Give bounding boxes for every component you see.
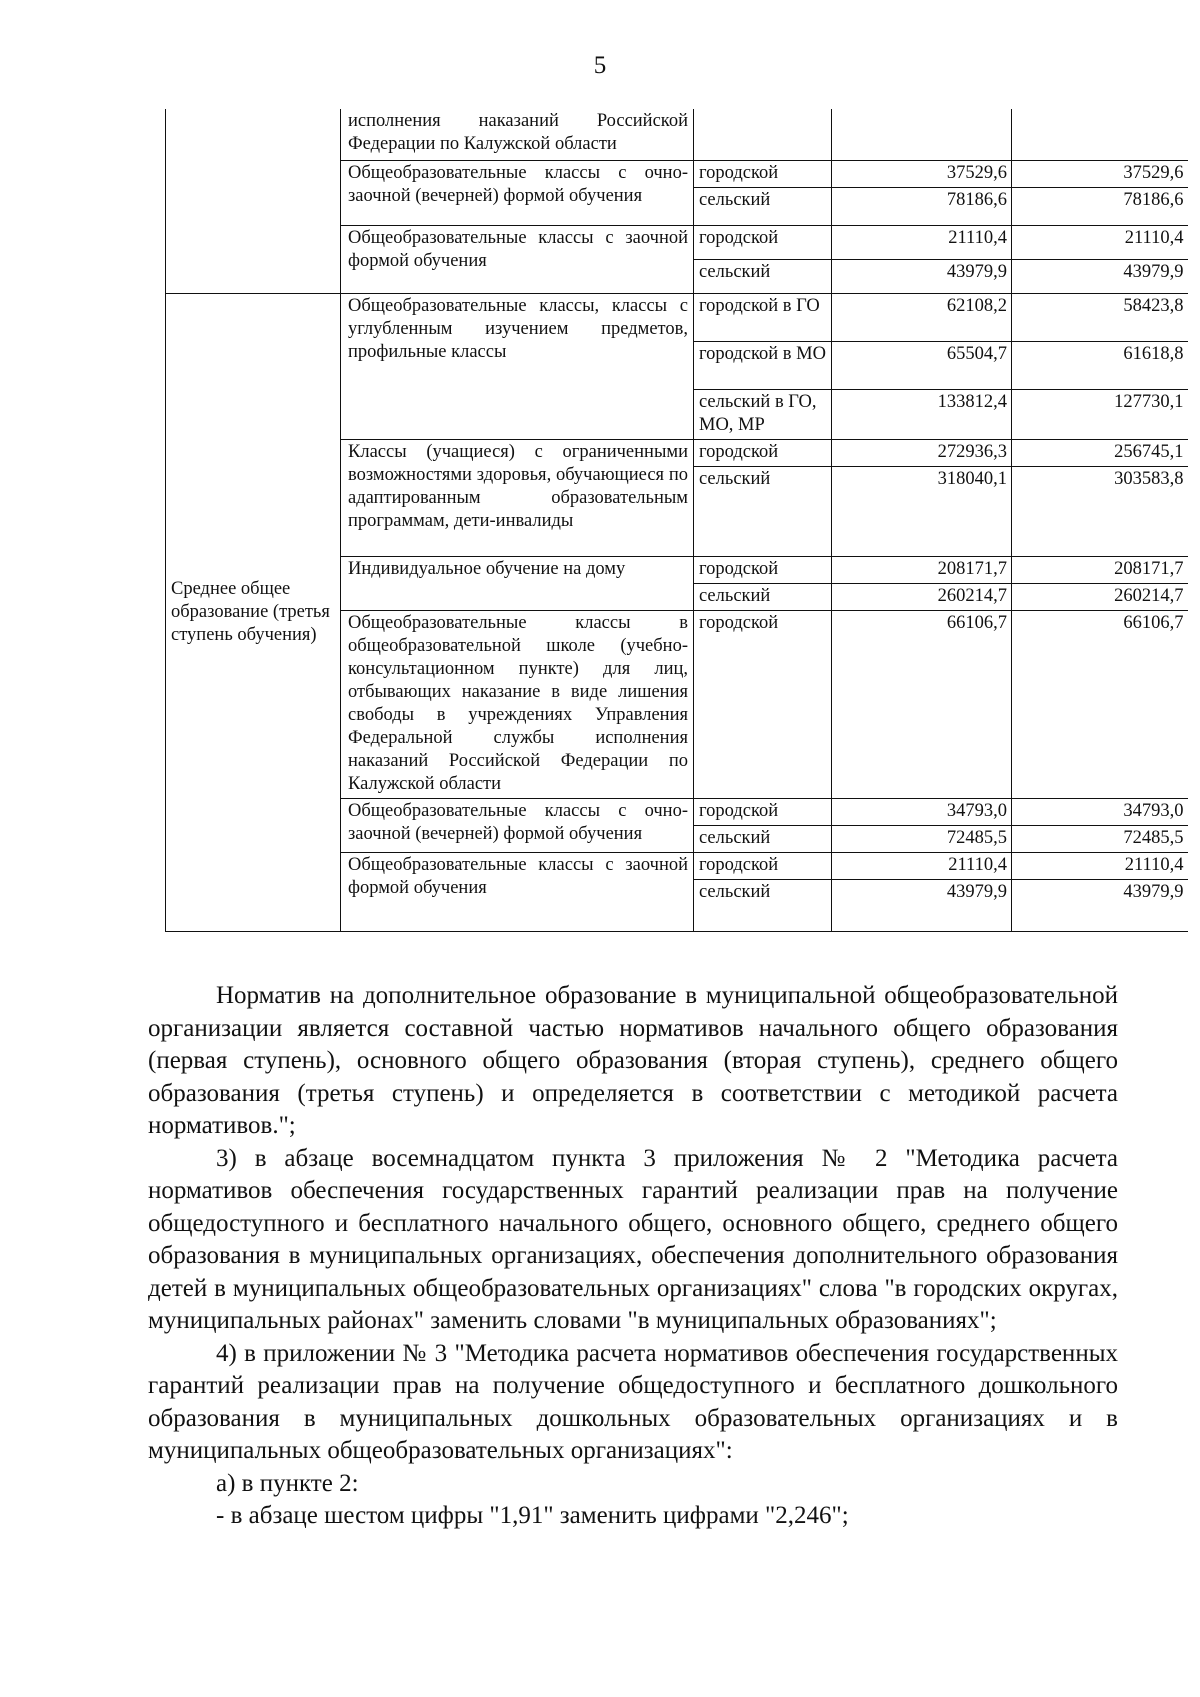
area-cell: городской — [694, 226, 832, 260]
value-cell: 37529,6 — [832, 161, 1012, 188]
paragraph: - в абзаце шестом цифры "1,91" заменить цифрами "2,246"; — [216, 1502, 849, 1529]
value-cell: 208171,7 — [1012, 557, 1188, 584]
value-cell: 78186,6 — [832, 188, 1012, 226]
value-cell: 43979,9 — [832, 260, 1012, 294]
value-cell: 66106,7 — [1012, 611, 1188, 799]
table-row — [166, 109, 1188, 161]
class-cell: Классы (учащиеся) с ограниченными возможностями здоровья, обучающиеся по адаптированным образовательным программам, дети-инвалиды — [341, 440, 694, 557]
area-cell — [694, 109, 832, 161]
area-cell: сельский в ГО, МО, МР — [694, 390, 832, 440]
value-cell: 72485,5 — [832, 826, 1012, 853]
value-cell: 260214,7 — [832, 584, 1012, 611]
class-cell: Общеобразовательные классы с очно-заочной (вечерней) формой обучения — [341, 161, 694, 226]
class-cell: Общеобразовательные классы, классы с углубленным изучением предметов, профильные классы — [341, 294, 694, 440]
area-cell: городской — [694, 853, 832, 880]
value-cell: 21110,4 — [832, 853, 1012, 880]
value-cell: 272936,3 — [832, 440, 1012, 467]
class-cell: Общеобразовательные классы с очно-заочной (вечерней) формой обучения — [341, 799, 694, 853]
area-cell: городской — [694, 611, 832, 799]
value-cell: 21110,4 — [1012, 853, 1188, 880]
value-cell: 37529,6 — [1012, 161, 1188, 188]
area-cell: сельский — [694, 584, 832, 611]
value-cell: 318040,1 — [832, 467, 1012, 557]
value-cell: 127730,1 — [1012, 390, 1188, 440]
area-cell: городской — [694, 161, 832, 188]
paragraph: а) в пункте 2: — [216, 1469, 359, 1497]
value-cell: 34793,0 — [832, 799, 1012, 826]
area-cell: сельский — [694, 188, 832, 226]
area-cell: сельский — [694, 260, 832, 294]
class-cell: исполнения наказаний Российской Федерации по Калужской области — [341, 109, 694, 161]
value-cell: 78186,6 — [1012, 188, 1188, 226]
value-cell: 260214,7 — [1012, 584, 1188, 611]
page-number: 5 — [593, 52, 607, 79]
value-cell: 65504,7 — [832, 342, 1012, 390]
value-cell: 133812,4 — [832, 390, 1012, 440]
area-cell: городской в ГО — [694, 294, 832, 342]
table-row — [166, 294, 1188, 342]
value-cell: 256745,1 — [1012, 440, 1188, 467]
value-cell: 72485,5 — [1012, 826, 1188, 853]
level-cell — [166, 109, 341, 294]
area-cell: сельский — [694, 467, 832, 557]
area-cell: сельский — [694, 880, 832, 932]
area-cell: сельский — [694, 826, 832, 853]
paragraph: Норматив на дополнительное образование в муниципальной общеобразовательной организации является составной частью нормативов начального общего образования (первая ступень), основного общего образования (вторая ступень), среднего общего образования (третья ступень) и определяется в соответствии с методикой расчета нормативов."; — [148, 982, 1118, 1139]
value-cell — [1012, 109, 1188, 161]
value-cell: 43979,9 — [832, 880, 1012, 932]
value-cell: 43979,9 — [1012, 880, 1188, 932]
value-cell: 21110,4 — [1012, 226, 1188, 260]
value-cell: 208171,7 — [832, 557, 1012, 584]
norms-table — [165, 109, 1188, 932]
body-text — [148, 980, 1118, 1533]
value-cell — [832, 109, 1012, 161]
class-cell: Общеобразовательные классы в общеобразовательной школе (учебно-консультационном пункте) для лиц, отбывающих наказание в виде лишения свободы в учреждениях Управления Федеральной службы исполнения наказаний Российской Федерации по Калужской области — [341, 611, 694, 799]
area-cell: городской — [694, 557, 832, 584]
value-cell: 43979,9 — [1012, 260, 1188, 294]
paragraph: 4) в приложении № 3 "Методика расчета нормативов обеспечения государственных гарантий реализации прав на получение общедоступного и бесплатного дошкольного образования в муниципальных дошкольных образовательных организациях и в муниципальных общеобразовательных организациях": — [148, 1339, 1118, 1464]
area-cell: городской — [694, 799, 832, 826]
value-cell: 303583,8 — [1012, 467, 1188, 557]
value-cell: 62108,2 — [832, 294, 1012, 342]
class-cell: Индивидуальное обучение на дому — [341, 557, 694, 611]
value-cell: 34793,0 — [1012, 799, 1188, 826]
value-cell: 66106,7 — [832, 611, 1012, 799]
value-cell: 21110,4 — [832, 226, 1012, 260]
paragraph: 3) в абзаце восемнадцатом пункта 3 приложения № 2 "Методика расчета нормативов обеспечения государственных гарантий реализации прав на получение общедоступного и бесплатного начального общего, основного общего, среднего общего образования в муниципальных организациях, обеспечения дополнительного образования детей в муниципальных общеобразовательных организациях" слова "в городских округах, муниципальных районах" заменить словами "в муниципальных образованиях"; — [148, 1144, 1118, 1334]
value-cell: 58423,8 — [1012, 294, 1188, 342]
level-cell: Среднее общее образование (третья ступень обучения) — [166, 294, 341, 932]
area-cell: городской — [694, 440, 832, 467]
area-cell: городской в МО — [694, 342, 832, 390]
class-cell: Общеобразовательные классы с заочной формой обучения — [341, 226, 694, 294]
class-cell: Общеобразовательные классы с заочной формой обучения — [341, 853, 694, 932]
value-cell: 61618,8 — [1012, 342, 1188, 390]
